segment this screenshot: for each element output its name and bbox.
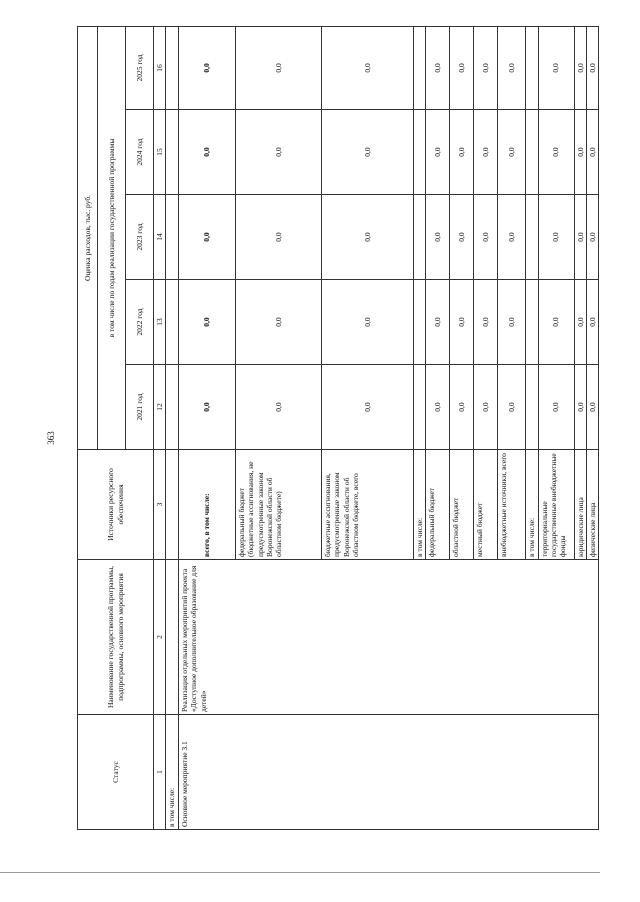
- value-cell: 0,0: [235, 195, 321, 280]
- source-cell: юридические лица: [574, 450, 586, 560]
- value-cell: 0,0: [426, 110, 450, 195]
- value-cell: 0,0: [474, 280, 498, 365]
- col-number: 13: [154, 280, 166, 365]
- source-cell: всего, в том числе:: [178, 450, 235, 560]
- col-number: 2: [154, 560, 166, 715]
- header-year-2025: 2025 год: [126, 26, 154, 109]
- footer-divider: [0, 872, 600, 873]
- value-cell: 0,0: [574, 110, 586, 195]
- value-cell: 0,0: [321, 26, 413, 109]
- value-cell: 0,0: [474, 110, 498, 195]
- value-cell: 0,0: [498, 110, 526, 195]
- value-cell: 0,0: [426, 365, 450, 450]
- rotated-table-container: [77, 27, 597, 830]
- value-cell: 0,0: [586, 26, 598, 109]
- value-cell: 0,0: [474, 365, 498, 450]
- value-cell: 0,0: [450, 195, 474, 280]
- source-cell: в том числе:: [413, 450, 425, 560]
- value-cell: 0,0: [321, 365, 413, 450]
- source-cell: федеральный бюджет: [426, 450, 450, 560]
- col-number: 1: [154, 715, 166, 830]
- value-cell: 0,0: [474, 26, 498, 109]
- source-cell: внебюджетные источники, всего: [498, 450, 526, 560]
- value-cell: 0,0: [235, 280, 321, 365]
- source-cell: физические лица: [586, 450, 598, 560]
- value-cell: 0,0: [498, 280, 526, 365]
- value-cell: 0,0: [450, 365, 474, 450]
- page-number: 363: [46, 431, 56, 445]
- value-cell: 0,0: [538, 280, 574, 365]
- value-cell: 0,0: [178, 26, 235, 109]
- value-cell: 0,0: [586, 195, 598, 280]
- value-cell: 0,0: [538, 110, 574, 195]
- value-cell: 0,0: [235, 110, 321, 195]
- header-year-2022: 2022 год: [126, 280, 154, 365]
- value-cell: 0,0: [178, 365, 235, 450]
- source-cell: федеральный бюджет (бюджетные ассигнования, не предусмотренные законом Воронежской области об областном бюджете): [235, 450, 321, 560]
- value-cell: 0,0: [426, 280, 450, 365]
- value-cell: 0,0: [586, 365, 598, 450]
- value-cell: 0,0: [178, 195, 235, 280]
- value-cell: 0,0: [235, 365, 321, 450]
- value-cell: 0,0: [474, 195, 498, 280]
- value-cell: 0,0: [450, 110, 474, 195]
- source-cell: областной бюджет: [450, 450, 474, 560]
- value-cell: 0,0: [574, 26, 586, 109]
- header-year-2023: 2023 год: [126, 195, 154, 280]
- value-cell: 0,0: [586, 110, 598, 195]
- value-cell: 0,0: [586, 280, 598, 365]
- source-cell: местный бюджет: [474, 450, 498, 560]
- source-cell: в том числе:: [526, 450, 538, 560]
- value-cell: 0,0: [574, 365, 586, 450]
- header-year-2021: 2021 год: [126, 365, 154, 450]
- header-by-years: в том числе по годам реализации государственной программы: [98, 26, 126, 449]
- value-cell: 0,0: [538, 195, 574, 280]
- value-cell: 0,0: [321, 195, 413, 280]
- col-number: 16: [154, 26, 166, 109]
- expenses-table: [77, 26, 599, 830]
- value-cell: 0,0: [574, 195, 586, 280]
- value-cell: 0,0: [574, 280, 586, 365]
- col-number: 14: [154, 195, 166, 280]
- col-number: 3: [154, 450, 166, 560]
- value-cell: 0,0: [498, 365, 526, 450]
- measure-name-cell: Реализация отдельных мероприятий проекта «Доступное дополнительное образование для детей»: [178, 560, 599, 715]
- source-cell: бюджетные ассигнования, предусмотренные законом Воронежской области об областном бюджете, всего: [321, 450, 413, 560]
- value-cell: 0,0: [178, 110, 235, 195]
- header-year-2024: 2024 год: [126, 110, 154, 195]
- value-cell: 0,0: [178, 280, 235, 365]
- col-number: 12: [154, 365, 166, 450]
- value-cell: 0,0: [426, 26, 450, 109]
- header-cost-estimate: Оценка расходов, тыс. руб.: [78, 26, 98, 449]
- value-cell: 0,0: [321, 110, 413, 195]
- value-cell: 0,0: [538, 26, 574, 109]
- value-cell: 0,0: [450, 26, 474, 109]
- col-number: 15: [154, 110, 166, 195]
- value-cell: 0,0: [235, 26, 321, 109]
- value-cell: 0,0: [321, 280, 413, 365]
- status-cell: Основное мероприятие 3.1: [178, 715, 599, 830]
- header-name: Наименование государственной программы, подпрограммы, основного мероприятия: [78, 560, 154, 715]
- source-cell: территориальные государственные внебюджетные фонды: [538, 450, 574, 560]
- section-label: в том числе:: [166, 715, 178, 830]
- header-source: Источники ресурсного обеспечения: [78, 450, 154, 560]
- value-cell: 0,0: [450, 280, 474, 365]
- header-status: Статус: [78, 715, 154, 830]
- value-cell: 0,0: [498, 195, 526, 280]
- value-cell: 0,0: [538, 365, 574, 450]
- value-cell: 0,0: [426, 195, 450, 280]
- value-cell: 0,0: [498, 26, 526, 109]
